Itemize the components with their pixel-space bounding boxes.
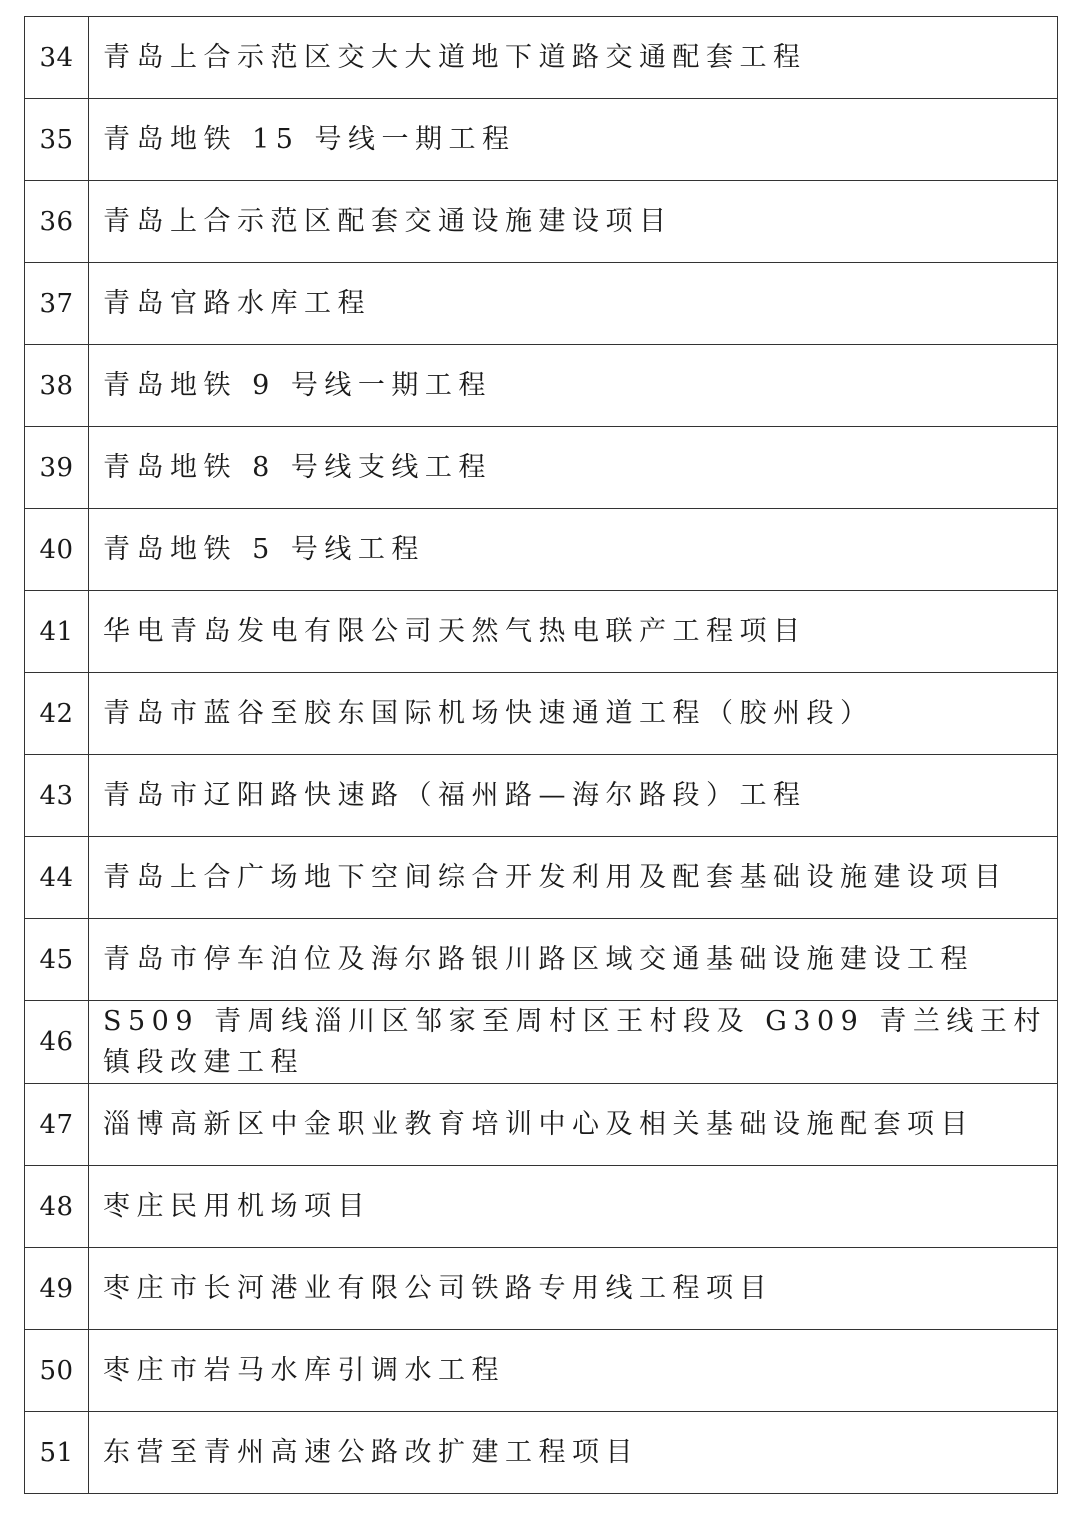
- row-number: 40: [25, 509, 89, 591]
- row-number: 51: [25, 1412, 89, 1494]
- row-number: 34: [25, 17, 89, 99]
- row-number: 44: [25, 837, 89, 919]
- row-number: 50: [25, 1330, 89, 1412]
- row-number: 42: [25, 673, 89, 755]
- table-row: [25, 99, 1058, 181]
- table-row: [25, 1084, 1058, 1166]
- project-name: 东营至青州高速公路改扩建工程项目: [89, 1412, 1058, 1494]
- row-number: 43: [25, 755, 89, 837]
- table-row: [25, 1166, 1058, 1248]
- row-number: 37: [25, 263, 89, 345]
- table-row: [25, 263, 1058, 345]
- project-name: 青岛官路水库工程: [89, 263, 1058, 345]
- row-number: 39: [25, 427, 89, 509]
- project-name: 青岛地铁 5 号线工程: [89, 509, 1058, 591]
- table-row: [25, 1248, 1058, 1330]
- project-name: 青岛上合示范区交大大道地下道路交通配套工程: [89, 17, 1058, 99]
- table-row: [25, 17, 1058, 99]
- project-name: 青岛市蓝谷至胶东国际机场快速通道工程（胶州段）: [89, 673, 1058, 755]
- table-row: [25, 181, 1058, 263]
- project-name: 华电青岛发电有限公司天然气热电联产工程项目: [89, 591, 1058, 673]
- table-body: [25, 17, 1058, 1494]
- table-row: [25, 509, 1058, 591]
- table-row: [25, 1001, 1058, 1084]
- table-row: [25, 345, 1058, 427]
- table-row: [25, 755, 1058, 837]
- table-row: [25, 1330, 1058, 1412]
- table-row: [25, 427, 1058, 509]
- project-name: 枣庄民用机场项目: [89, 1166, 1058, 1248]
- project-name: 青岛上合示范区配套交通设施建设项目: [89, 181, 1058, 263]
- row-number: 45: [25, 919, 89, 1001]
- project-name: 青岛上合广场地下空间综合开发利用及配套基础设施建设项目: [89, 837, 1058, 919]
- project-name: 淄博高新区中金职业教育培训中心及相关基础设施配套项目: [89, 1084, 1058, 1166]
- project-name: S509 青周线淄川区邹家至周村区王村段及 G309 青兰线王村镇段改建工程: [89, 1001, 1058, 1084]
- table-row: [25, 837, 1058, 919]
- project-name: 枣庄市长河港业有限公司铁路专用线工程项目: [89, 1248, 1058, 1330]
- project-name: 青岛市辽阳路快速路（福州路—海尔路段）工程: [89, 755, 1058, 837]
- row-number: 46: [25, 1001, 89, 1084]
- table-row: [25, 591, 1058, 673]
- table-row: [25, 1412, 1058, 1494]
- row-number: 35: [25, 99, 89, 181]
- row-number: 49: [25, 1248, 89, 1330]
- project-name: 青岛地铁 15 号线一期工程: [89, 99, 1058, 181]
- project-name: 枣庄市岩马水库引调水工程: [89, 1330, 1058, 1412]
- row-number: 41: [25, 591, 89, 673]
- project-name: 青岛地铁 8 号线支线工程: [89, 427, 1058, 509]
- project-name: 青岛市停车泊位及海尔路银川路区域交通基础设施建设工程: [89, 919, 1058, 1001]
- row-number: 48: [25, 1166, 89, 1248]
- project-table: [24, 16, 1058, 1494]
- project-name: 青岛地铁 9 号线一期工程: [89, 345, 1058, 427]
- table-row: [25, 919, 1058, 1001]
- row-number: 36: [25, 181, 89, 263]
- row-number: 38: [25, 345, 89, 427]
- row-number: 47: [25, 1084, 89, 1166]
- table-row: [25, 673, 1058, 755]
